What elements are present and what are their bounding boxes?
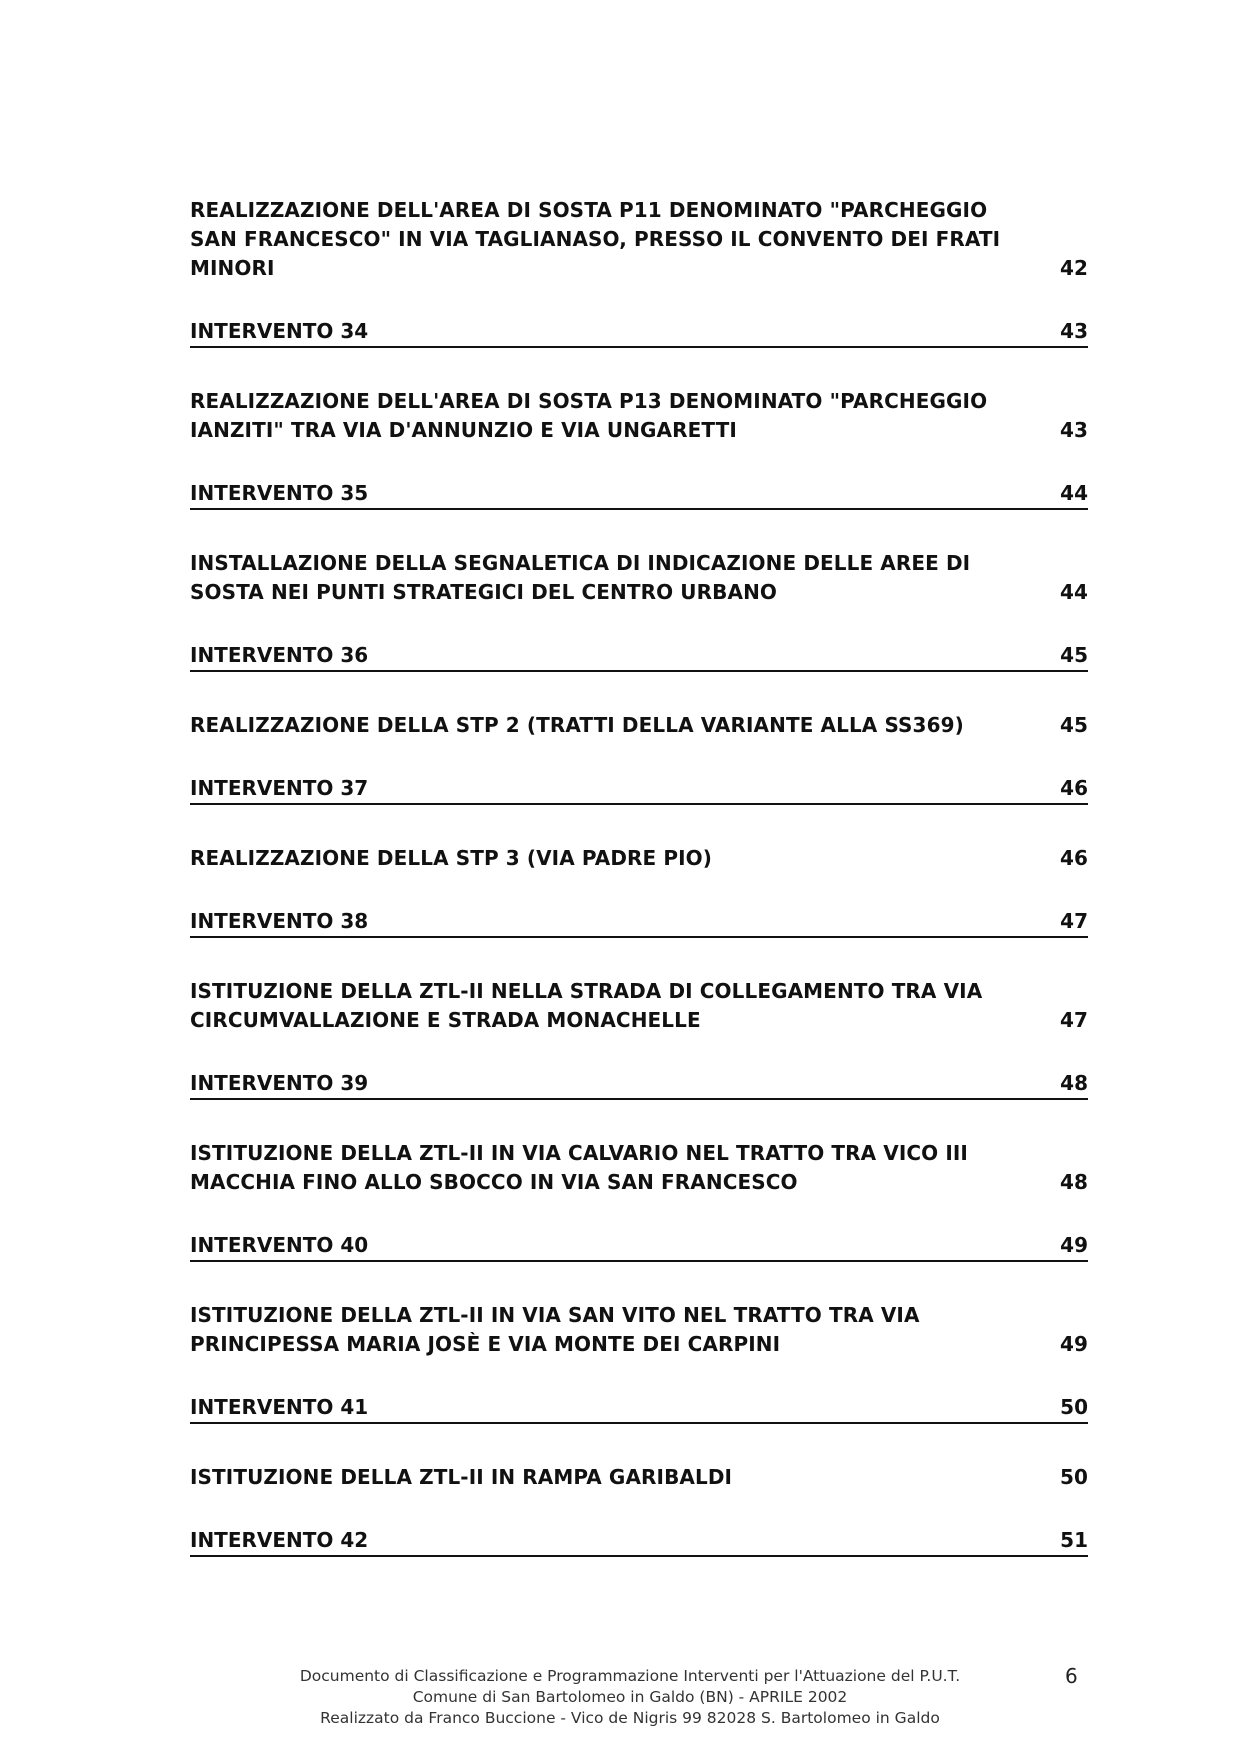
toc-entry-page: 49 [1059,1332,1088,1356]
toc-entry-page: 48 [1059,1170,1088,1194]
toc-heading-page: 49 [1060,1233,1088,1257]
toc-heading-title: INTERVENTO 42 [190,1528,369,1552]
toc-entry-title: ISTITUZIONE DELLA ZTL-II IN VIA SAN VITO NEL TRATTO TRA VIA PRINCIPESSA MARIA JOSÈ E VIA MONTE DEI CARPINI [190,1303,920,1356]
footer-municipality: Comune di San Bartolomeo in Galdo (BN) - APRILE 2002 [412,1688,848,1706]
toc-heading-title: INTERVENTO 35 [190,481,369,505]
toc-heading-page: 47 [1060,909,1088,933]
toc-entry-page: 47 [1059,1008,1088,1032]
footer-document-title: Documento di Classificazione e Programmazione Interventi per l'Attuazione del P.U.T. [299,1667,961,1685]
toc-heading-title: INTERVENTO 38 [190,909,369,933]
footer-author: Realizzato da Franco Buccione - Vico de Nigris 99 82028 S. Bartolomeo in Galdo [320,1709,940,1727]
toc-entry-subtitle[interactable] [190,1463,1088,1492]
toc-entry-title: REALIZZAZIONE DELL'AREA DI SOSTA P11 DENOMINATO "PARCHEGGIO SAN FRANCESCO" IN VIA TAGLIANASO, PRESSO IL CONVENTO DEI FRATI MINORI [190,198,1001,280]
toc-entry-heading[interactable] [190,480,1088,510]
toc-entry-title: REALIZZAZIONE DELLA STP 2 (TRATTI DELLA VARIANTE ALLA SS369) [190,713,964,737]
toc-entry-subtitle[interactable] [190,549,1088,607]
page-footer [230,1666,1030,1729]
toc-entry-heading[interactable] [190,1070,1088,1100]
toc-heading-page: 50 [1060,1395,1088,1419]
toc-entry-page: 50 [1059,1465,1088,1489]
toc-entry-page: 42 [1059,256,1088,280]
toc-heading-title: INTERVENTO 34 [190,319,369,343]
toc-entry-page: 43 [1059,418,1088,442]
toc-heading-title: INTERVENTO 41 [190,1395,369,1419]
toc-heading-page: 46 [1060,776,1088,800]
toc-entry-heading[interactable] [190,775,1088,805]
toc-entry-subtitle[interactable] [190,977,1088,1035]
toc-heading-title: INTERVENTO 37 [190,776,369,800]
toc-heading-page: 45 [1060,643,1088,667]
toc-entry-title: REALIZZAZIONE DELL'AREA DI SOSTA P13 DENOMINATO "PARCHEGGIO IANZITI" TRA VIA D'ANNUNZIO E VIA UNGARETTI [190,389,988,442]
toc-heading-title: INTERVENTO 39 [190,1071,369,1095]
table-of-contents [190,196,1088,1557]
toc-entry-title: ISTITUZIONE DELLA ZTL-II IN VIA CALVARIO NEL TRATTO TRA VICO III MACCHIA FINO ALLO SBOCCO IN VIA SAN FRANCESCO [190,1141,968,1194]
toc-entry-heading[interactable] [190,1527,1088,1557]
toc-heading-page: 44 [1060,481,1088,505]
toc-entry-page: 46 [1059,846,1088,870]
toc-entry-subtitle[interactable] [190,1139,1088,1197]
toc-heading-page: 51 [1060,1528,1088,1552]
toc-entry-heading[interactable] [190,318,1088,348]
toc-heading-page: 43 [1060,319,1088,343]
toc-entry-subtitle[interactable] [190,387,1088,445]
toc-entry-title: INSTALLAZIONE DELLA SEGNALETICA DI INDICAZIONE DELLE AREE DI SOSTA NEI PUNTI STRATEGICI DEL CENTRO URBANO [190,551,971,604]
toc-entry-subtitle[interactable] [190,196,1088,283]
page-number: 6 [1065,1664,1078,1688]
toc-entry-heading[interactable] [190,642,1088,672]
toc-entry-subtitle[interactable] [190,711,1088,740]
toc-entry-page: 44 [1059,580,1088,604]
toc-entry-subtitle[interactable] [190,1301,1088,1359]
toc-heading-page: 48 [1060,1071,1088,1095]
toc-heading-title: INTERVENTO 40 [190,1233,369,1257]
toc-entry-page: 45 [1059,713,1088,737]
toc-entry-heading[interactable] [190,1232,1088,1262]
toc-entry-heading[interactable] [190,1394,1088,1424]
toc-entry-title: REALIZZAZIONE DELLA STP 3 (VIA PADRE PIO) [190,846,713,870]
toc-heading-title: INTERVENTO 36 [190,643,369,667]
toc-entry-title: ISTITUZIONE DELLA ZTL-II NELLA STRADA DI COLLEGAMENTO TRA VIA CIRCUMVALLAZIONE E STRADA MONACHELLE [190,979,983,1032]
toc-entry-title: ISTITUZIONE DELLA ZTL-II IN RAMPA GARIBALDI [190,1465,733,1489]
toc-entry-subtitle[interactable] [190,844,1088,873]
toc-entry-heading[interactable] [190,908,1088,938]
